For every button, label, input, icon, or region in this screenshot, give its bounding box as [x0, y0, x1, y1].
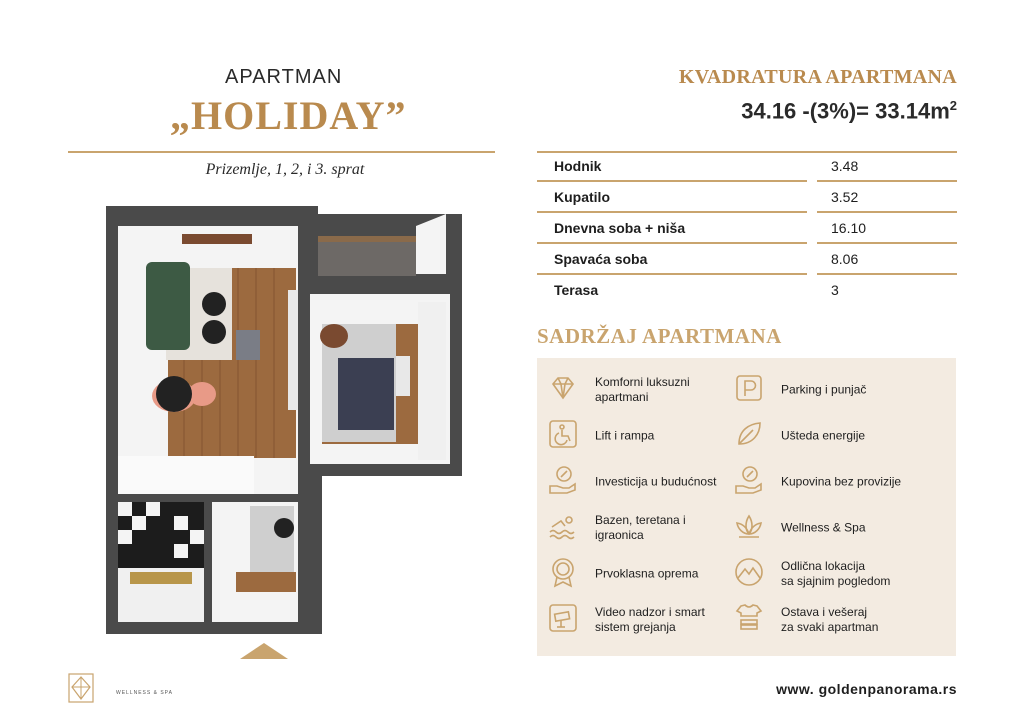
area-title: KVADRATURA APARTMANA	[678, 66, 957, 88]
area-unit-exponent: 2	[949, 98, 957, 113]
room-area: 16.10	[831, 220, 867, 236]
amenity-label: Komforni luksuzni apartmani	[595, 375, 690, 404]
swimmer-icon	[547, 510, 579, 542]
room-area: 3.52	[831, 189, 859, 205]
amenity-item	[537, 370, 737, 410]
amenity-item	[723, 462, 923, 502]
lotus-icon	[733, 510, 765, 542]
room-name: Spavaća soba	[554, 251, 648, 267]
table-row	[537, 182, 957, 213]
badge-icon	[547, 556, 579, 588]
amenity-label: Prvoklasna oprema	[595, 566, 699, 581]
camera-icon	[547, 602, 579, 634]
room-name: Hodnik	[554, 158, 602, 174]
amenity-item	[537, 554, 737, 594]
amenity-label: Ušteda energije	[781, 428, 866, 443]
divider	[68, 151, 495, 153]
table-row	[537, 213, 957, 244]
amenity-item	[537, 600, 737, 640]
amenity-item	[723, 508, 923, 548]
amenity-item	[537, 462, 737, 502]
amenity-item	[723, 416, 923, 456]
laundry-icon	[733, 602, 765, 634]
amenity-label: Kupovina bez provizije	[781, 474, 902, 489]
table-row	[537, 275, 957, 306]
amenity-item	[537, 416, 737, 456]
amenity-item	[537, 508, 737, 548]
floor-plan-image	[106, 206, 462, 634]
percent-hand-icon	[733, 464, 765, 496]
room-name: Terasa	[554, 282, 599, 298]
table-row	[537, 151, 957, 182]
amenities-title: SADRŽAJ APARTMANA	[537, 324, 782, 348]
amenity-label: Ostava i vešeraj za svaki apartman	[781, 605, 879, 634]
diamond-icon	[547, 372, 579, 404]
amenity-label: Parking i punjač	[781, 382, 867, 397]
room-area: 3	[831, 282, 839, 298]
room-name: Kupatilo	[554, 189, 610, 205]
area-value-text: 34.16 -(3%)= 33.14m	[741, 98, 950, 124]
golden-panorama-logo	[68, 673, 94, 703]
floors-subtitle: Prizemlje, 1, 2, i 3. sprat	[205, 161, 365, 178]
website-url[interactable]: www. goldenpanorama.rs	[776, 681, 957, 697]
parking-icon	[733, 372, 765, 404]
amenity-label: Video nadzor i smart sistem grejanja	[595, 605, 705, 634]
room-name: Dnevna soba + niša	[554, 220, 686, 236]
orientation-arrow	[240, 643, 288, 659]
amenity-label: Wellness & Spa	[781, 520, 866, 535]
apartment-name: „HOLIDAY”	[170, 93, 407, 138]
percent-hand-icon	[547, 464, 579, 496]
wheelchair-icon	[547, 418, 579, 450]
leaf-icon	[733, 418, 765, 450]
amenity-label: Bazen, teretana i igraonica	[595, 513, 686, 542]
amenity-label: Odlična lokacija sa sjajnim pogledom	[781, 559, 891, 588]
area-value	[640, 98, 957, 124]
room-area: 3.48	[831, 158, 859, 174]
amenities-panel	[537, 358, 956, 656]
amenity-item	[723, 600, 923, 640]
amenity-label: Investicija u budućnost	[595, 474, 717, 489]
amenity-item	[723, 370, 923, 410]
mountain-icon	[733, 556, 765, 588]
amenity-item	[723, 554, 923, 594]
table-row	[537, 244, 957, 275]
room-area: 8.06	[831, 251, 859, 267]
rooms-table	[537, 151, 957, 306]
amenity-label: Lift i rampa	[595, 428, 655, 443]
logo-text: WELLNESS & SPA	[116, 690, 173, 696]
apartment-label: APARTMAN	[225, 66, 343, 88]
